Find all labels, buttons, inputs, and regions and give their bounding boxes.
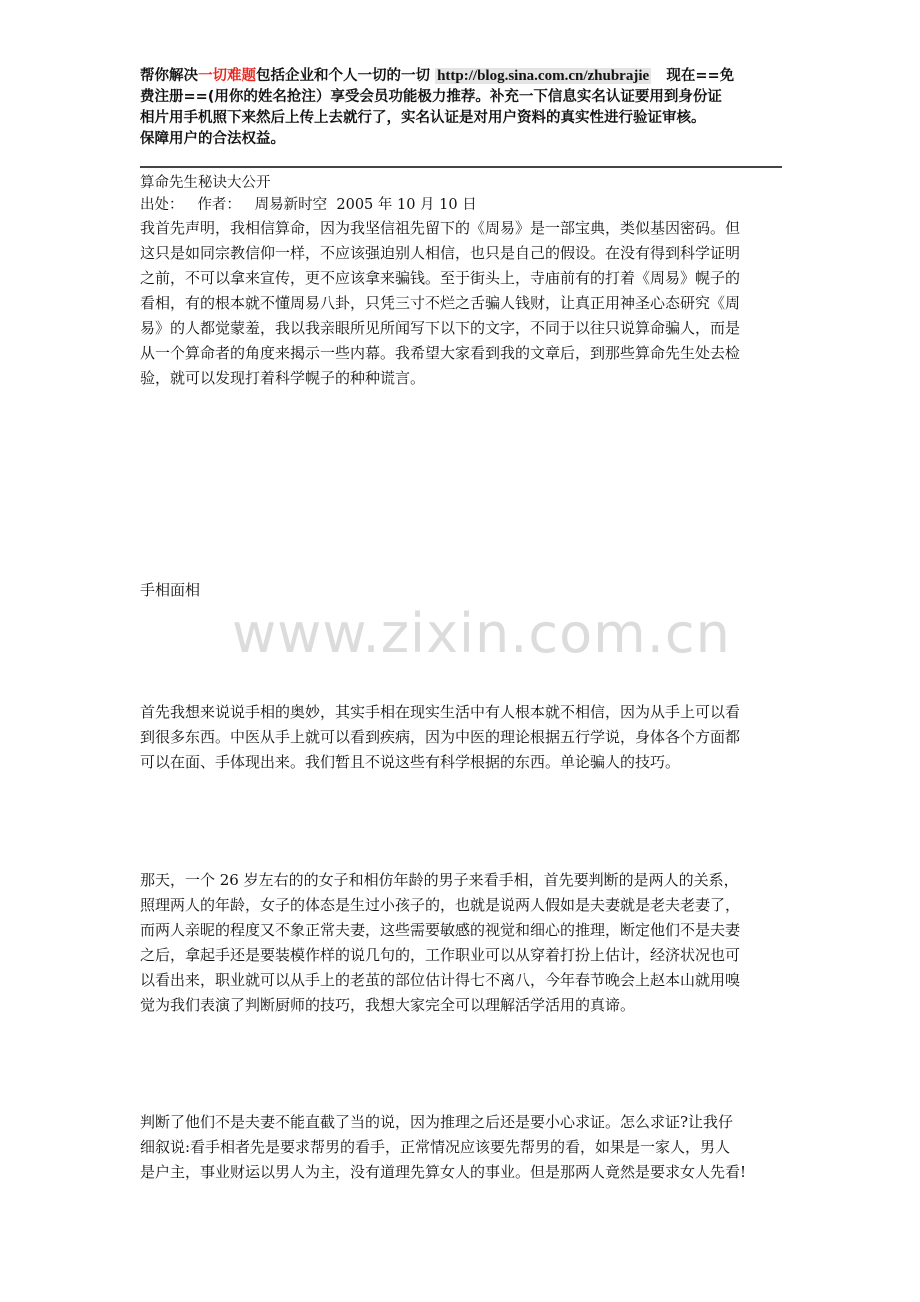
article-title: 算命先生秘诀大公开 [140,175,271,191]
paragraph-line: 是户主，事业财运以男人为主，没有道理先算女人的事业。但是那两人竟然是要求女人先看! [140,1163,747,1181]
paragraph-line: 照理两人的年龄，女子的体态是生过小孩子的，也就是说两人假如是夫妻就是老夫老妻了， [140,896,741,914]
paragraph-line: 到很多东西。中医从手上就可以看到疾病，因为中医的理论根据五行学说，身体各个方面都 [140,728,741,746]
paragraph-line: 我首先声明，我相信算命，因为我坚信祖先留下的《周易》是一部宝典，类似基因密码。但 [140,219,741,237]
promo-rest: 现在==免 [651,68,735,84]
paragraph-line: 觉为我们表演了判断厨师的技巧，我想大家完全可以理解活学活用的真谛。 [140,996,636,1014]
paragraph-line: 看相，有的根本就不懂周易八卦，只凭三寸不烂之舌骗人钱财，让真正用神圣心态研究《周 [140,294,741,312]
promo-line-4: 保障用户的合法权益。 [140,131,285,147]
paragraph-line: 以看出来，职业就可以从手上的老茧的部位估计得七不离八，今年春节晚会上赵本山就用嗅 [140,971,741,989]
paragraph-line: 细叙说:看手相者先是要求帮男的看手，正常情况应该要先帮男的看，如果是一家人，男人 [140,1138,731,1156]
promo-banner [140,66,790,150]
article-meta: 出处： 作者： 周易新时空 2005 年 10 月 10 日 [140,197,477,213]
paragraph-line: 之前，不可以拿来宣传，更不应该拿来骗钱。至于街头上，寺庙前有的打着《周易》幌子的 [140,269,741,287]
paragraph-palmistry [140,700,785,775]
promo-line-1 [140,66,790,87]
header-divider [140,166,782,168]
paragraph-line: 验，就可以发现打着科学幌子的种种谎言。 [140,369,426,387]
promo-middle: 包括企业和个人一切的一切 [256,68,436,84]
paragraph-line: 从一个算命者的角度来揭示一些内幕。我希望大家看到我的文章后，到那些算命先生处去检 [140,344,741,362]
promo-line-3: 相片用手机照下来然后上传上去就行了，实名认证是对用户资料的真实性进行验证审核。 [140,110,706,126]
blog-url-link[interactable]: http://blog.sina.com.cn/zhubrajie [437,68,650,84]
paragraph-line: 这只是如同宗教信仰一样，不应该强迫别人相信，也只是自己的假设。在没有得到科学证明 [140,244,741,262]
watermark: www.zixin.com.cn [232,602,731,665]
promo-prefix: 帮你解决 [140,68,198,84]
paragraph-line: 之后，拿起手还是要装模作样的说几句的，工作职业可以从穿着打扮上估计，经济状况也可 [140,946,741,964]
paragraph-intro [140,216,785,391]
paragraph-story [140,868,785,1018]
paragraph-line: 易》的人都觉蒙羞，我以我亲眼所见所闻写下以下的文字，不同于以往只说算命骗人，而是 [140,319,741,337]
paragraph-verification [140,1110,785,1185]
paragraph-line: 可以在面、手体现出来。我们暂且不说这些有科学根据的东西。单论骗人的技巧。 [140,753,681,771]
paragraph-line: 首先我想来说说手相的奥妙，其实手相在现实生活中有人根本就不相信，因为从手上可以看 [140,703,741,721]
paragraph-line: 那天，一个 26 岁左右的的女子和相仿年龄的男子来看手相，首先要判断的是两人的关系， [140,871,739,889]
paragraph-line: 而两人亲昵的程度又不象正常夫妻，这些需要敏感的视觉和细心的推理，断定他们不是夫妻 [140,921,741,939]
paragraph-line: 判断了他们不是夫妻不能直截了当的说，因为推理之后还是要小心求证。怎么求证?让我仔 [140,1113,734,1131]
promo-line-2: 费注册==(用你的姓名抢注）享受会员功能极力推荐。补充一下信息实名认证要用到身份证 [140,89,722,105]
section-heading: 手相面相 [140,581,201,599]
promo-highlight: 一切难题 [198,68,256,84]
